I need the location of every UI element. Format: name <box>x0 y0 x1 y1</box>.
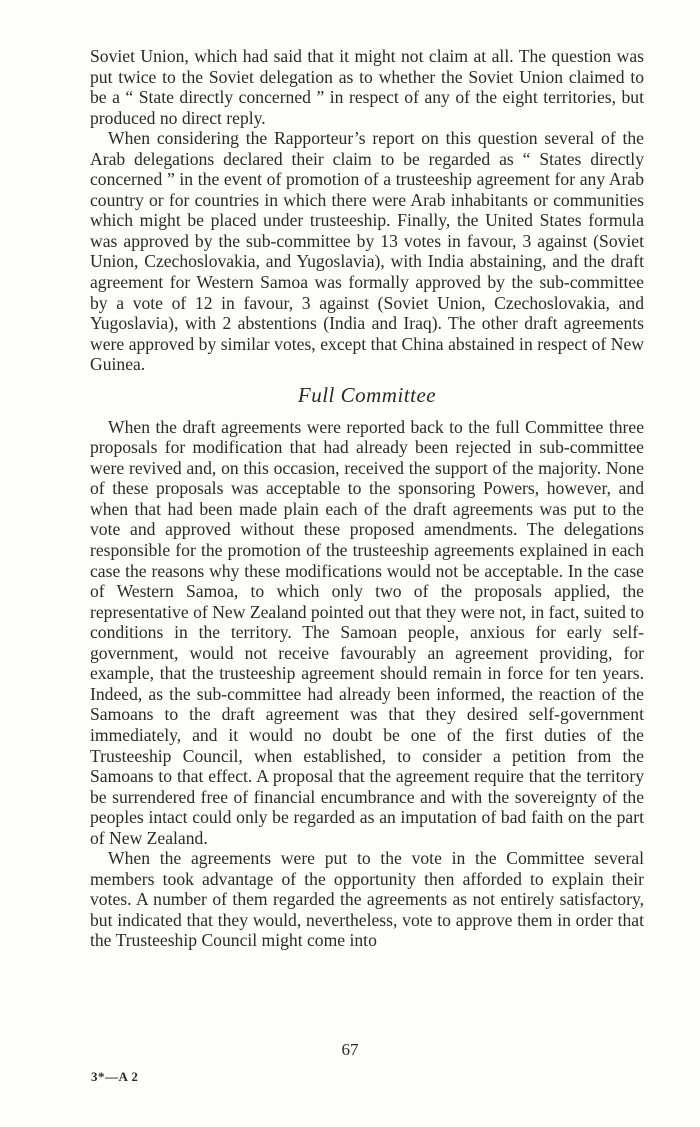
paragraph-4: When the agreements were put to the vote in the Committee several members took advantage of the opportunity then afforded to explain their votes. A number of them regarded the agreements as not entirely satisfactory, but indicated that they would, nevertheless, vote to approve them in order that the Trusteeship Council might come into <box>90 848 644 951</box>
paragraph-1: Soviet Union, which had said that it might not claim at all. The question was put twice to the Soviet delegation as to whether the Soviet Union claimed to be a “ State directly concerned ” in respect of any of the eight territories, but produced no direct reply. <box>90 46 644 128</box>
page-number: 67 <box>341 1040 359 1059</box>
section-heading: Full Committee <box>297 382 437 407</box>
printer-signature-mark: 3*—A 2 <box>91 1069 139 1084</box>
body-text <box>90 46 644 951</box>
paragraph-2: When considering the Rapporteur’s report on this question several of the Arab delegations declared their claim to be regarded as “ States directly concerned ” in the event of promotion of a trusteeship agreement for any Arab country or for countries in which there were Arab inhabitants or communities which might be placed under trusteeship. Finally, the United States formula was approved by the sub-committee by 13 votes in favour, 3 against (Soviet Union, Czechoslovakia, and Yugoslavia), with India abstaining, and the draft agreement for Western Samoa was formally approved by the sub-committee by a vote of 12 in favour, 3 against (Soviet Union, Czechoslovakia, and Yugoslavia), with 2 abstentions (India and Iraq). The other draft agreements were approved by similar votes, except that China abstained in respect of New Guinea. <box>90 128 644 375</box>
paragraph-3: When the draft agreements were reported back to the full Committee three proposals for modification that had already been rejected in sub-committee were revived and, on this occasion, received the support of the majority. None of these proposals was acceptable to the sponsoring Powers, however, and when that had been made plain each of the draft agreements was put to the vote and approved without these proposed amendments. The delegations responsible for the promotion of the trusteeship agreements explained in each case the reasons why these modifications would not be acceptable. In the case of Western Samoa, to which only two of the proposals applied, the representative of New Zealand pointed out that they were not, in fact, suited to conditions in the territory. The Samoan people, anxious for early self-government, would not receive favourably an agreement providing, for example, that the trusteeship agreement should remain in force for ten years. Indeed, as the sub-committee had already been informed, the reaction of the Samoans to the draft agreement was that they desired self-government immediately, and it would no doubt be one of the first duties of the Trusteeship Council, when established, to consider a petition from the Samoans to that effect. A proposal that the agreement require that the territory be surrendered free of financial encumbrance and with the sovereignty of the peoples intact could only be regarded as an imputation of bad faith on the part of New Zealand. <box>90 416 644 848</box>
